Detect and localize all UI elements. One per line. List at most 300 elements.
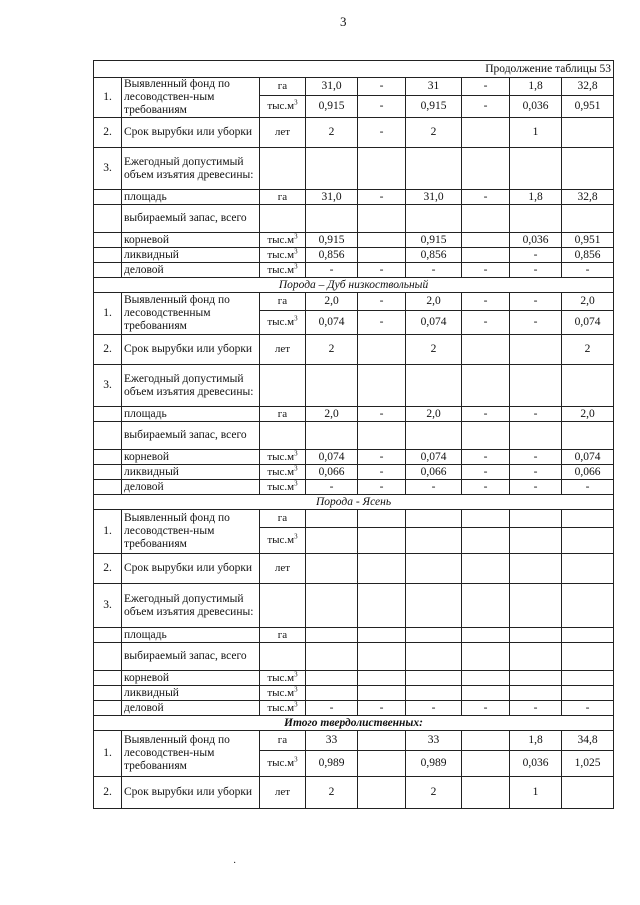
row-label: ликвидный [122, 465, 260, 480]
value-cell [462, 422, 510, 450]
row-label: Ежегодный допустимый объем изъятия древесины: [122, 584, 260, 628]
row-number [94, 480, 122, 495]
value-cell: 0,066 [562, 465, 614, 480]
row-number: 1. [94, 293, 122, 335]
table-row [94, 422, 614, 450]
empty-cell [406, 148, 462, 190]
row-number [94, 190, 122, 205]
table-row [94, 465, 614, 480]
empty-cell [406, 365, 462, 407]
empty-cell [260, 365, 306, 407]
value-cell: 32,8 [562, 78, 614, 96]
unit-cell [260, 777, 306, 809]
value-cell [306, 528, 358, 554]
value-cell: 0,856 [306, 248, 358, 263]
value-cell: - [358, 480, 406, 495]
value-cell: - [358, 293, 406, 311]
value-cell [358, 233, 406, 248]
unit-text: тыс.м [267, 465, 295, 478]
value-cell: - [510, 407, 562, 422]
row-number [94, 263, 122, 278]
unit-superscript: 3 [294, 232, 298, 240]
row-number [94, 248, 122, 263]
value-cell: 2,0 [306, 293, 358, 311]
value-cell [562, 686, 614, 701]
value-cell [462, 118, 510, 148]
empty-cell [510, 148, 562, 190]
value-cell: 1 [510, 777, 562, 809]
value-cell [358, 686, 406, 701]
value-cell [462, 686, 510, 701]
unit-text: лет [274, 562, 291, 574]
value-cell: - [462, 311, 510, 335]
unit-text: га [277, 628, 288, 641]
section-row [94, 495, 614, 510]
value-cell: - [406, 263, 462, 278]
table-row [94, 248, 614, 263]
row-label: корневой [122, 671, 260, 686]
unit-text: тыс.м [267, 534, 295, 546]
value-cell: 0,074 [406, 450, 462, 465]
value-cell: - [562, 480, 614, 495]
value-cell: 31,0 [306, 78, 358, 96]
value-cell: 0,856 [406, 248, 462, 263]
row-label: Выявленный фонд по лесоводствен-ным требованиям [122, 78, 260, 118]
value-cell: 2 [306, 335, 358, 365]
row-number [94, 701, 122, 716]
unit-cell [260, 671, 306, 686]
unit-cell [260, 510, 306, 528]
value-cell [562, 671, 614, 686]
value-cell: 2,0 [406, 407, 462, 422]
row-label: корневой [122, 450, 260, 465]
row-label: Ежегодный допустимый объем изъятия древесины: [122, 365, 260, 407]
caption-row [94, 61, 614, 78]
value-cell [510, 554, 562, 584]
value-cell: 2,0 [562, 407, 614, 422]
value-cell [462, 731, 510, 751]
value-cell [462, 554, 510, 584]
value-cell [510, 510, 562, 528]
table-row [94, 118, 614, 148]
unit-text: лет [274, 126, 291, 138]
unit-text: тыс.м [267, 686, 295, 699]
row-label: выбираемый запас, всего [122, 422, 260, 450]
unit-superscript: 3 [294, 314, 298, 323]
value-cell: 0,066 [306, 465, 358, 480]
value-cell: 0,915 [406, 96, 462, 118]
unit-cell [260, 465, 306, 480]
table-row [94, 190, 614, 205]
empty-cell [306, 584, 358, 628]
value-cell: 0,036 [510, 233, 562, 248]
unit-cell [260, 751, 306, 777]
value-cell [562, 554, 614, 584]
value-cell [406, 671, 462, 686]
table-row [94, 584, 614, 628]
value-cell: - [358, 96, 406, 118]
unit-cell [260, 731, 306, 751]
value-cell [358, 628, 406, 643]
footer-mark: · [233, 858, 237, 869]
table-row [94, 510, 614, 528]
value-cell [562, 422, 614, 450]
value-cell: 31 [406, 78, 462, 96]
table-row [94, 731, 614, 751]
value-cell: - [462, 78, 510, 96]
value-cell [462, 335, 510, 365]
unit-cell [260, 686, 306, 701]
value-cell: 0,915 [306, 96, 358, 118]
row-number: 3. [94, 148, 122, 190]
unit-text: га [277, 734, 288, 746]
value-cell: 1 [510, 118, 562, 148]
value-cell: 2,0 [562, 293, 614, 311]
value-cell: - [358, 701, 406, 716]
value-cell [562, 643, 614, 671]
row-label: деловой [122, 701, 260, 716]
value-cell: - [510, 465, 562, 480]
value-cell [406, 205, 462, 233]
row-number [94, 465, 122, 480]
value-cell: - [510, 450, 562, 465]
value-cell: 0,915 [406, 233, 462, 248]
table-caption: Продолжение таблицы 53 [94, 61, 614, 78]
value-cell: - [562, 263, 614, 278]
unit-text: тыс.м [267, 671, 295, 684]
value-cell [406, 643, 462, 671]
value-cell: - [406, 480, 462, 495]
value-cell [358, 671, 406, 686]
value-cell [510, 686, 562, 701]
value-cell: 0,074 [306, 311, 358, 335]
value-cell: - [510, 480, 562, 495]
value-cell: - [462, 465, 510, 480]
table-row [94, 777, 614, 809]
empty-cell [358, 584, 406, 628]
section-title: Итого твердолиственных: [94, 716, 614, 731]
value-cell: 0,856 [562, 248, 614, 263]
empty-cell [562, 148, 614, 190]
value-cell [462, 751, 510, 777]
table-row [94, 480, 614, 495]
unit-superscript: 3 [294, 685, 298, 693]
section-title: Порода - Ясень [94, 495, 614, 510]
row-number [94, 686, 122, 701]
value-cell [306, 671, 358, 686]
empty-cell [260, 148, 306, 190]
value-cell: 31,0 [306, 190, 358, 205]
unit-text: га [277, 295, 288, 307]
value-cell [510, 528, 562, 554]
value-cell: - [462, 407, 510, 422]
unit-text: лет [274, 786, 291, 798]
unit-text: тыс.м [267, 480, 295, 493]
row-number [94, 643, 122, 671]
table-row [94, 701, 614, 716]
value-cell [406, 686, 462, 701]
table-row [94, 148, 614, 190]
unit-superscript: 3 [294, 479, 298, 487]
row-number [94, 407, 122, 422]
unit-cell [260, 190, 306, 205]
row-label: площадь [122, 190, 260, 205]
value-cell: - [462, 480, 510, 495]
table-row [94, 205, 614, 233]
row-label: Ежегодный допустимый объем изъятия древесины: [122, 148, 260, 190]
value-cell: 0,066 [406, 465, 462, 480]
empty-cell [462, 148, 510, 190]
value-cell [462, 248, 510, 263]
value-cell [462, 205, 510, 233]
unit-cell [260, 643, 306, 671]
empty-cell [306, 365, 358, 407]
value-cell: 0,074 [562, 450, 614, 465]
row-number: 2. [94, 335, 122, 365]
row-label: Выявленный фонд по лесоводственным требованиям [122, 293, 260, 335]
empty-cell [510, 365, 562, 407]
value-cell [562, 777, 614, 809]
unit-cell [260, 701, 306, 716]
value-cell [510, 335, 562, 365]
table-row [94, 554, 614, 584]
row-label: ликвидный [122, 686, 260, 701]
row-label: ликвидный [122, 248, 260, 263]
value-cell [406, 554, 462, 584]
unit-text: лет [274, 343, 291, 355]
value-cell [358, 643, 406, 671]
value-cell: - [358, 311, 406, 335]
value-cell [510, 628, 562, 643]
row-number: 3. [94, 584, 122, 628]
empty-cell [358, 365, 406, 407]
value-cell: 1,025 [562, 751, 614, 777]
value-cell: - [462, 263, 510, 278]
unit-superscript: 3 [294, 262, 298, 270]
row-number: 1. [94, 78, 122, 118]
value-cell [462, 628, 510, 643]
table-row [94, 671, 614, 686]
value-cell: - [462, 293, 510, 311]
row-number: 1. [94, 731, 122, 777]
unit-cell [260, 233, 306, 248]
value-cell: - [510, 293, 562, 311]
row-number: 1. [94, 510, 122, 554]
value-cell [510, 422, 562, 450]
value-cell [406, 628, 462, 643]
unit-cell [260, 628, 306, 643]
row-number: 2. [94, 118, 122, 148]
row-number [94, 450, 122, 465]
unit-cell [260, 480, 306, 495]
value-cell [358, 777, 406, 809]
table-row [94, 78, 614, 96]
forest-fund-table [93, 60, 614, 809]
value-cell: - [406, 701, 462, 716]
value-cell [406, 528, 462, 554]
value-cell: 0,915 [306, 233, 358, 248]
value-cell: 33 [406, 731, 462, 751]
table-row [94, 407, 614, 422]
table-row [94, 628, 614, 643]
empty-cell [562, 584, 614, 628]
unit-text: тыс.м [267, 248, 295, 261]
value-cell: 0,951 [562, 96, 614, 118]
table-row [94, 686, 614, 701]
value-cell: 2 [562, 335, 614, 365]
value-cell [306, 554, 358, 584]
unit-cell [260, 293, 306, 311]
row-number: 2. [94, 554, 122, 584]
value-cell: - [510, 248, 562, 263]
value-cell: 2 [406, 118, 462, 148]
value-cell [306, 628, 358, 643]
page-number: 3 [340, 14, 347, 29]
table-row [94, 233, 614, 248]
value-cell [562, 205, 614, 233]
value-cell: 0,036 [510, 96, 562, 118]
value-cell: 33 [306, 731, 358, 751]
unit-superscript: 3 [294, 449, 298, 457]
unit-superscript: 3 [294, 464, 298, 472]
value-cell: 2 [406, 335, 462, 365]
value-cell: 1,8 [510, 190, 562, 205]
value-cell [358, 248, 406, 263]
value-cell: 1,8 [510, 78, 562, 96]
value-cell: - [562, 701, 614, 716]
row-number: 2. [94, 777, 122, 809]
value-cell [358, 554, 406, 584]
row-number: 3. [94, 365, 122, 407]
row-number [94, 671, 122, 686]
unit-text: тыс.м [267, 263, 295, 276]
value-cell [462, 233, 510, 248]
value-cell: 0,951 [562, 233, 614, 248]
row-label: деловой [122, 263, 260, 278]
value-cell [358, 731, 406, 751]
value-cell [462, 643, 510, 671]
value-cell: 2 [306, 118, 358, 148]
value-cell [306, 510, 358, 528]
value-cell [462, 510, 510, 528]
unit-text: га [277, 512, 288, 524]
table-row [94, 450, 614, 465]
value-cell [462, 671, 510, 686]
empty-cell [562, 365, 614, 407]
row-label: выбираемый запас, всего [122, 205, 260, 233]
value-cell [510, 205, 562, 233]
unit-superscript: 3 [294, 670, 298, 678]
unit-cell [260, 311, 306, 335]
row-number [94, 422, 122, 450]
row-label: площадь [122, 407, 260, 422]
unit-cell [260, 248, 306, 263]
unit-text: тыс.м [267, 100, 295, 112]
value-cell [358, 510, 406, 528]
unit-text: га [277, 407, 288, 420]
value-cell [406, 422, 462, 450]
value-cell: 0,074 [562, 311, 614, 335]
unit-superscript: 3 [294, 247, 298, 255]
unit-superscript: 3 [294, 532, 298, 541]
value-cell: - [358, 407, 406, 422]
value-cell [306, 686, 358, 701]
value-cell: - [462, 96, 510, 118]
value-cell: - [306, 263, 358, 278]
row-label: Выявленный фонд по лесоводствен-ным требованиям [122, 510, 260, 554]
row-number [94, 628, 122, 643]
value-cell: - [510, 263, 562, 278]
value-cell: - [358, 190, 406, 205]
value-cell [562, 628, 614, 643]
table-row [94, 335, 614, 365]
unit-superscript: 3 [294, 700, 298, 708]
row-label: Срок вырубки или уборки [122, 554, 260, 584]
row-label: выбираемый запас, всего [122, 643, 260, 671]
value-cell: - [306, 480, 358, 495]
unit-cell [260, 422, 306, 450]
value-cell [562, 510, 614, 528]
unit-cell [260, 78, 306, 96]
value-cell: 0,074 [306, 450, 358, 465]
row-number [94, 233, 122, 248]
table-row [94, 365, 614, 407]
value-cell: - [358, 263, 406, 278]
value-cell [462, 777, 510, 809]
value-cell: 2,0 [406, 293, 462, 311]
row-number [94, 205, 122, 233]
value-cell: 0,989 [406, 751, 462, 777]
unit-superscript: 3 [294, 98, 298, 107]
unit-cell [260, 554, 306, 584]
value-cell [358, 751, 406, 777]
value-cell [462, 528, 510, 554]
value-cell: - [358, 78, 406, 96]
unit-cell [260, 205, 306, 233]
table-row [94, 643, 614, 671]
section-row [94, 278, 614, 293]
value-cell: 0,036 [510, 751, 562, 777]
value-cell: - [358, 118, 406, 148]
row-label: корневой [122, 233, 260, 248]
empty-cell [306, 148, 358, 190]
unit-text: тыс.м [267, 757, 295, 769]
unit-superscript: 3 [294, 755, 298, 764]
value-cell: - [462, 450, 510, 465]
table-row [94, 293, 614, 311]
value-cell [358, 205, 406, 233]
value-cell [306, 643, 358, 671]
value-cell [306, 422, 358, 450]
value-cell [562, 528, 614, 554]
value-cell: 32,8 [562, 190, 614, 205]
value-cell: 34,8 [562, 731, 614, 751]
value-cell: 2 [406, 777, 462, 809]
value-cell: - [510, 311, 562, 335]
value-cell: 1,8 [510, 731, 562, 751]
value-cell: 0,989 [306, 751, 358, 777]
row-label: Выявленный фонд по лесоводствен-ным требованиям [122, 731, 260, 777]
unit-cell [260, 335, 306, 365]
row-label: Срок вырубки или уборки [122, 335, 260, 365]
value-cell: - [358, 465, 406, 480]
empty-cell [462, 584, 510, 628]
section-title: Порода – Дуб низкоствольный [94, 278, 614, 293]
value-cell: 31,0 [406, 190, 462, 205]
section-row [94, 716, 614, 731]
unit-text: тыс.м [267, 316, 295, 328]
empty-cell [462, 365, 510, 407]
